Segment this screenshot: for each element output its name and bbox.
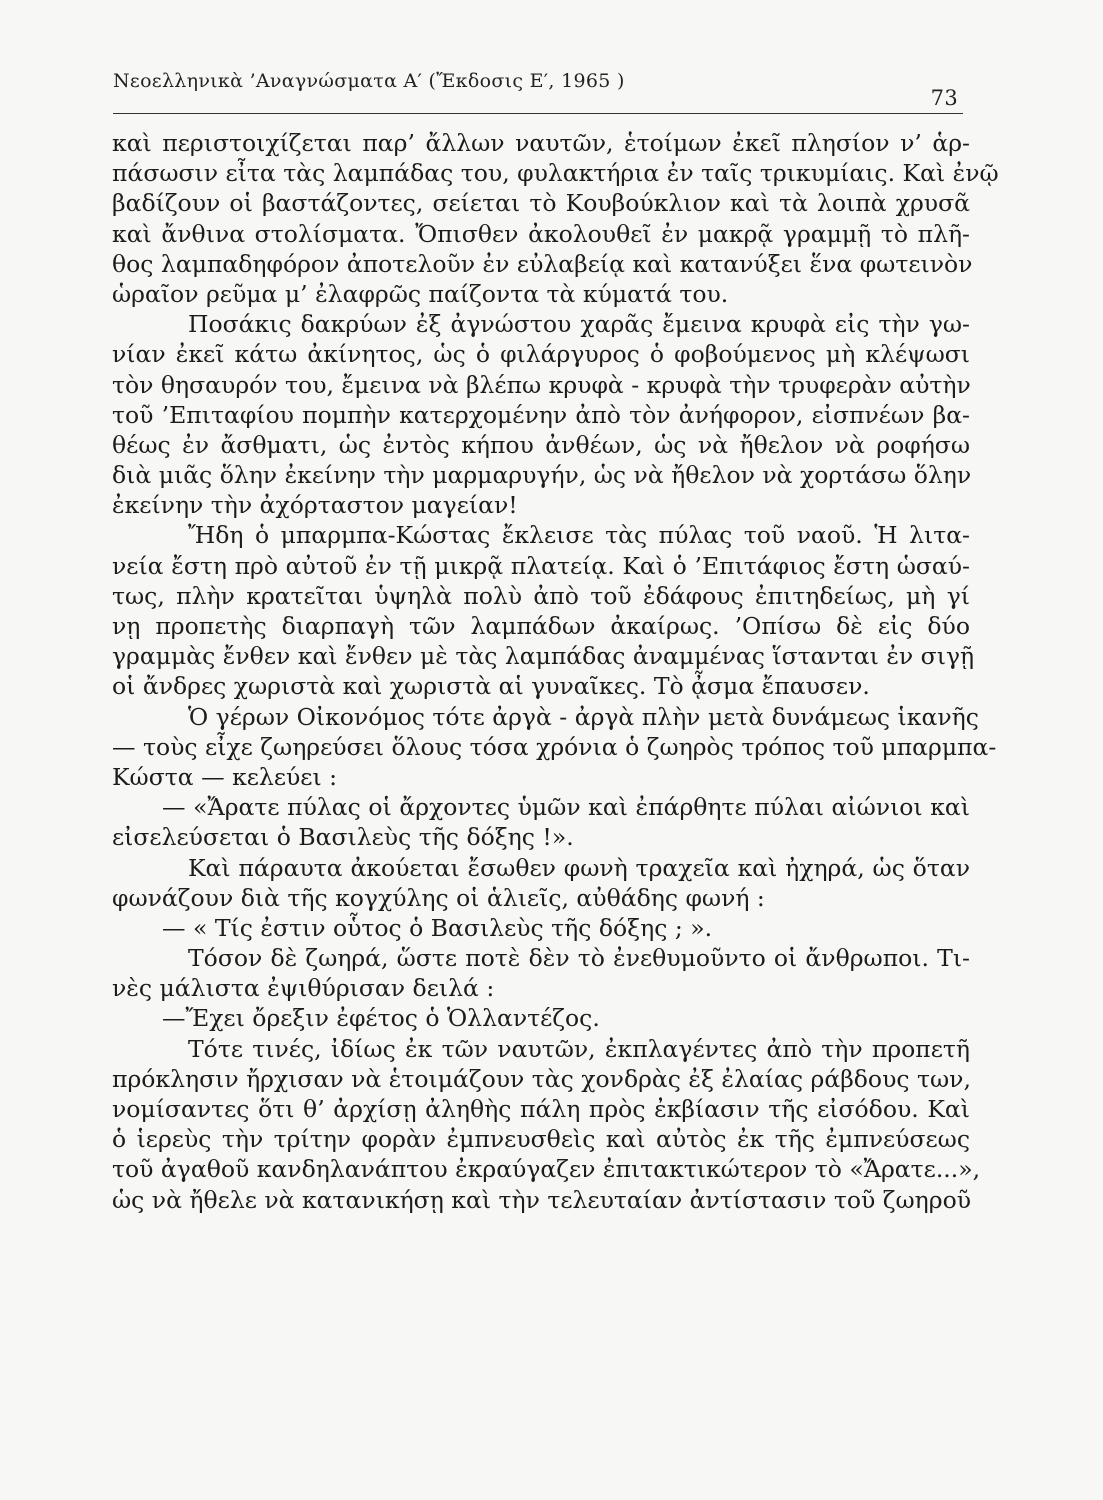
paragraph-start-line: —Ἔχει ὄρεξιν ἐφέτος ὁ Ὁλλαντέζος.	[162, 1004, 600, 1033]
text-line: νεία ἔστη πρὸ αὐτοῦ ἐν τῇ μικρᾷ πλατείᾳ. Καὶ ὁ ’Επιτάφιος ἔστη ὡσαύ-	[112, 551, 970, 580]
page-number: 73	[930, 86, 958, 110]
header-rule	[113, 113, 963, 114]
text-line: τοῦ ἀγαθοῦ κανδηλανάπτου ἐκραύγαζεν ἐπιτακτικώτερον τὸ «Ἄρατε...»,	[112, 1155, 981, 1184]
paragraph-start-line: Τόσον δὲ ζωηρά, ὥστε ποτὲ δὲν τὸ ἐνεθυμοῦντο οἱ ἄνθρωποι. Τι-	[188, 944, 970, 973]
text-line: βαδίζουν οἱ βαστάζοντες, σείεται τὸ Κουβούκλιον καὶ τὰ λοιπὰ χρυσᾶ	[112, 189, 970, 218]
text-line: ὡς νὰ ἤθελε νὰ κατανικήσῃ καὶ τὴν τελευταίαν ἀντίστασιν τοῦ ζωηροῦ	[112, 1185, 972, 1214]
text-line: καὶ ἄνθινα στολίσματα. Ὄπισθεν ἀκολουθεῖ ἐν μακρᾷ γραμμῇ τὸ πλῆ-	[112, 219, 970, 248]
text-line: ὁ ἱερεὺς τὴν τρίτην φορὰν ἐμπνευσθεὶς καὶ αὐτὸς ἐκ τῆς ἐμπνεύσεως	[112, 1125, 970, 1154]
text-line: πρόκλησιν ἤρχισαν νὰ ἑτοιμάζουν τὰς χονδρὰς ἐξ ἐλαίας ράβδους των,	[112, 1064, 971, 1093]
text-line: οἱ ἄνδρες χωριστὰ καὶ χωριστὰ αἱ γυναῖκες. Τὸ ᾆσμα ἔπαυσεν.	[112, 672, 870, 701]
text-line: πάσωσιν εἶτα τὰς λαμπάδας του, φυλακτήρια ἐν ταῖς τρικυμίαις. Καὶ ἐνῷ	[112, 159, 999, 188]
text-line: νίαν ἐκεῖ κάτω ἀκίνητος, ὡς ὁ φιλάργυρος ὁ φοβούμενος μὴ κλέψωσι	[112, 340, 970, 369]
text-line: διὰ μιᾶς ὅλην ἐκείνην τὴν μαρμαρυγήν, ὡς νὰ ἤθελον νὰ χορτάσω ὅλην	[112, 461, 972, 490]
text-line: νῃ προπετὴς διαρπαγὴ τῶν λαμπάδων ἀκαίρως. ’Οπίσω δὲ εἰς δύο	[112, 612, 970, 640]
text-line: ὡραῖον ρεῦμα μ’ ἐλαφρῶς παίζοντα τὰ κύματά του.	[112, 279, 729, 308]
paragraph-start-line: Ἤδη ὁ μπαρμπα-Κώστας ἔκλεισε τὰς πύλας τοῦ ναοῦ. Ἡ λιτα-	[188, 521, 970, 550]
text-line: ἐκείνην τὴν ἀχόρταστον μαγείαν!	[112, 491, 518, 520]
text-line: τὸν θησαυρόν του, ἔμεινα νὰ βλέπω κρυφὰ - κρυφὰ τὴν τρυφερὰν αὐτὴν	[112, 370, 971, 399]
text-line: νὲς μάλιστα ἐψιθύρισαν δειλά :	[112, 974, 495, 1003]
text-line: τως, πλὴν κρατεῖται ὑψηλὰ πολὺ ἀπὸ τοῦ ἐδάφους ἐπιτηδείως, μὴ γί	[112, 581, 970, 610]
paragraph-start-line: Τότε τινές, ἰδίως ἐκ τῶν ναυτῶν, ἐκπλαγέντες ἀπὸ τὴν προπετῆ	[188, 1034, 970, 1063]
text-line: καὶ περιστοιχίζεται παρ’ ἄλλων ναυτῶν, ἑτοίμων ἐκεῖ πλησίον ν’ ἁρ-	[112, 129, 970, 157]
text-line: θος λαμπαδηφόρον ἀποτελοῦν ἐν εὐλαβείᾳ καὶ κατανύξει ἕνα φωτεινὸν	[112, 249, 973, 278]
paragraph-start-line: — « Τίς ἐστιν οὗτος ὁ Βασιλεὺς τῆς δόξης ; ».	[162, 913, 713, 942]
text-line: φωνάζουν διὰ τῆς κογχύλης οἱ ἁλιεῖς, αὐθάδης φωνή :	[112, 883, 765, 912]
paragraph-start-line: Καὶ πάραυτα ἀκούεται ἔσωθεν φωνὴ τραχεῖα καὶ ἠχηρά, ὡς ὅταν	[188, 853, 970, 882]
text-line: νομίσαντες ὅτι θ’ ἀρχίσῃ ἀληθὴς πάλη πρὸς ἐκβίασιν τῆς εἰσόδου. Καὶ	[112, 1095, 970, 1123]
page-body-text	[112, 128, 999, 1215]
text-line: Κώστα — κελεύει :	[112, 762, 338, 791]
paragraph-start-line: Ὁ γέρων Οἰκονόμος τότε ἀργὰ - ἀργὰ πλὴν μετὰ δυνάμεως ἱκανῆς	[188, 702, 979, 731]
paragraph-start-line: — «Ἄρατε πύλας οἱ ἄρχοντες ὑμῶν καὶ ἐπάρθητε πύλαι αἰώνιοι καὶ	[162, 793, 970, 822]
text-line: θέως ἐν ἄσθματι, ὡς ἐντὸς κήπου ἀνθέων, ὡς νὰ ἤθελον νὰ ροφήσω	[112, 430, 970, 459]
text-line: γραμμὰς ἔνθεν καὶ ἔνθεν μὲ τὰς λαμπάδας ἀναμμένας ἵστανται ἐν σιγῇ	[112, 642, 975, 671]
paragraph-start-line: Ποσάκις δακρύων ἐξ ἀγνώστου χαρᾶς ἔμεινα κρυφὰ εἰς τὴν γω-	[188, 310, 970, 339]
text-line: — τοὺς εἶχε ζωηρεύσει ὅλους τόσα χρόνια ὁ ζωηρὸς τρόπος τοῦ μπαρμπα-	[112, 732, 997, 761]
page-header	[113, 68, 968, 110]
text-line: τοῦ ’Επιταφίου πομπὴν κατερχομένην ἀπὸ τὸν ἀνήφορον, εἰσπνέων βα-	[112, 400, 970, 429]
running-title: Νεοελληνικὰ ’Αναγνώσματα Α′ (Ἔκδοσις Ε′, 1965 )	[113, 70, 625, 92]
text-line: εἰσελεύσεται ὁ Βασιλεὺς τῆς δόξης !».	[112, 823, 574, 852]
